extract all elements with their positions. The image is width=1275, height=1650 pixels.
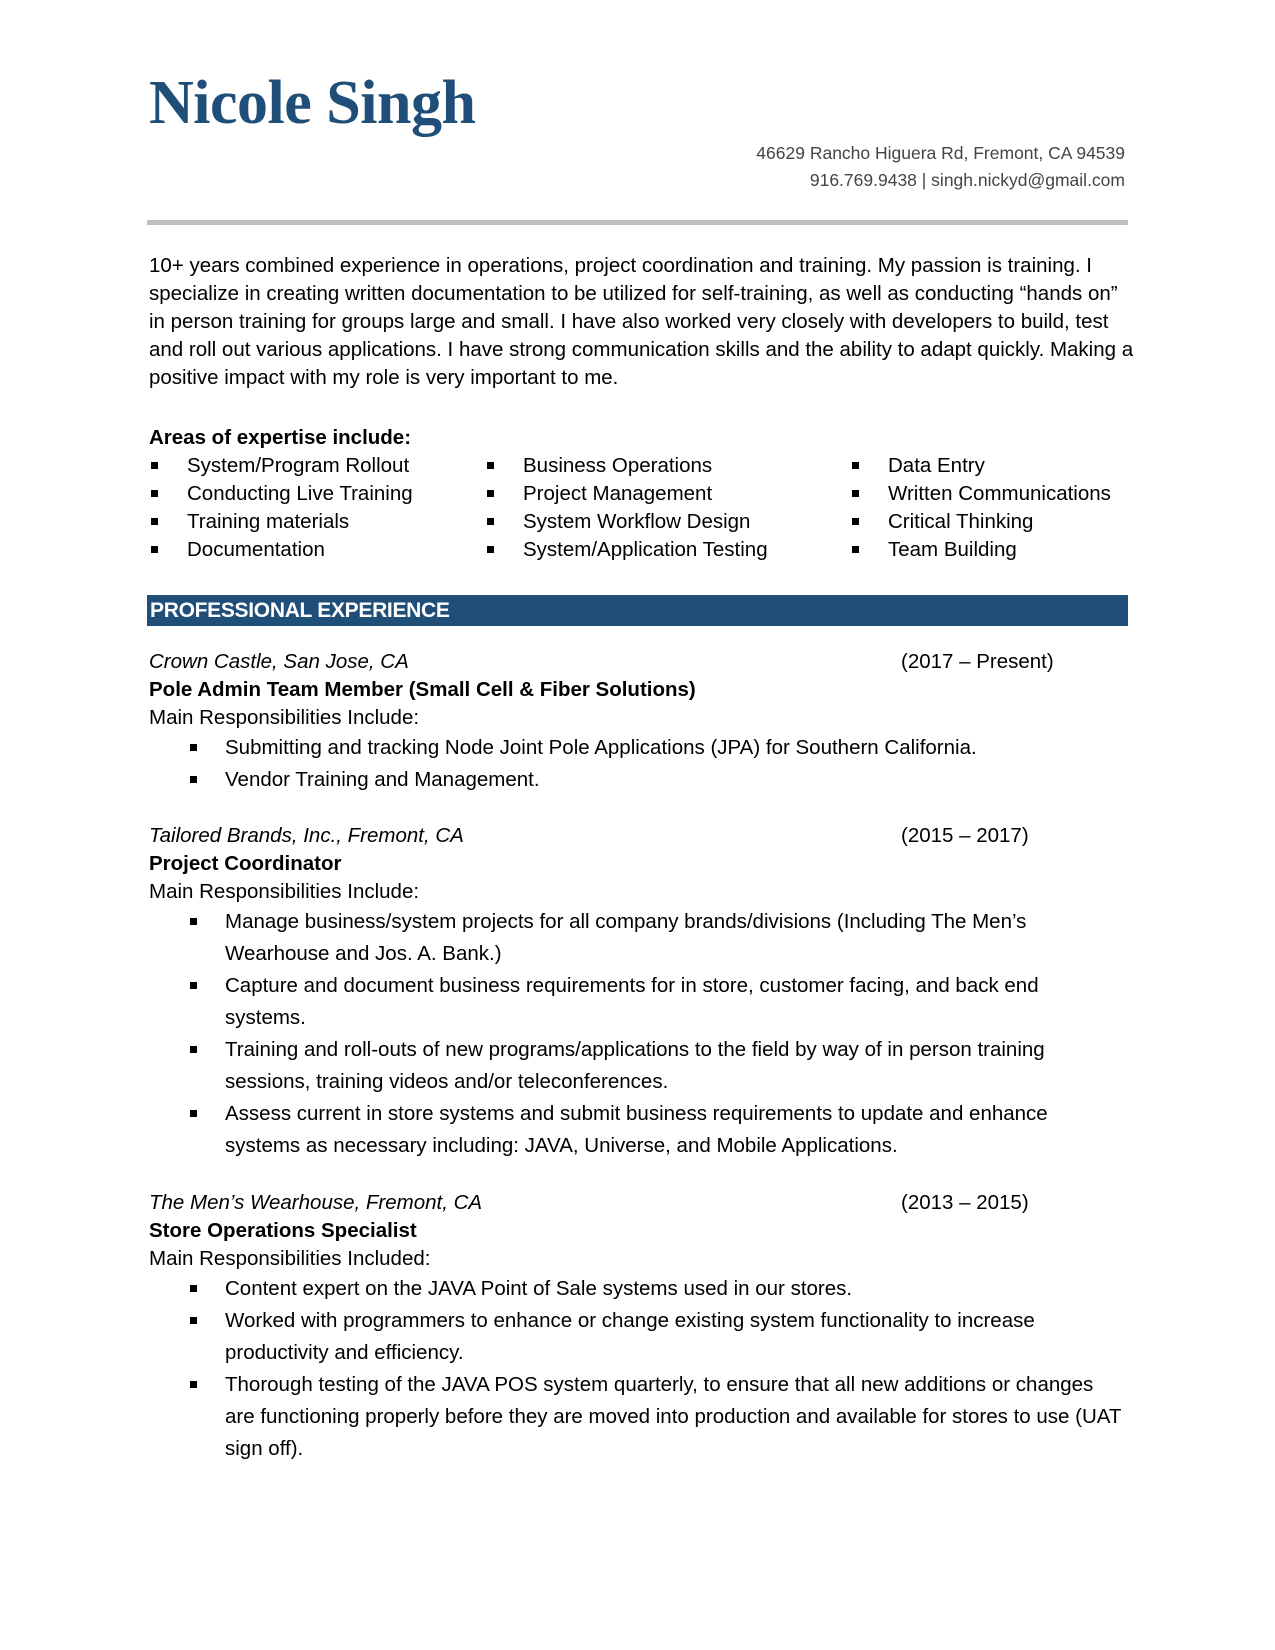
list-item: Worked with programmers to enhance or change existing system functionality to increase productivity and efficiency.	[149, 1305, 1125, 1369]
list-item: Assess current in store systems and submit business requirements to update and enhance systems as necessary including: JAVA, Universe, and Mobile Applications.	[149, 1098, 1125, 1162]
job-dates: (2015 – 2017)	[901, 824, 1029, 847]
expertise-item: Data Entry	[850, 452, 1111, 480]
list-item: Submitting and tracking Node Joint Pole Applications (JPA) for Southern California.	[149, 732, 1125, 764]
responsibilities-list	[149, 906, 1134, 1162]
responsibilities-label: Main Responsibilities Include:	[149, 880, 420, 903]
expertise-item: Written Communications	[850, 480, 1111, 508]
responsibilities-list	[149, 1273, 1134, 1465]
expertise-column-2	[485, 452, 768, 564]
candidate-name: Nicole Singh	[149, 69, 476, 137]
expertise-column-3	[850, 452, 1111, 564]
expertise-item: System Workflow Design	[485, 508, 768, 536]
responsibilities-list	[149, 732, 1134, 796]
job-title: Project Coordinator	[149, 852, 342, 875]
expertise-item: Team Building	[850, 536, 1111, 564]
job-entry	[149, 648, 1134, 796]
summary-paragraph: 10+ years combined experience in operations, project coordination and training. My passion is training. I specialize in creating written documentation to be utilized for self-training, as well as conducting “hands on” in person training for groups large and small. I have also worked very closely with developers to build, test and roll out various applications. I have strong communication skills and the ability to adapt quickly. Making a positive impact with my role is very important to me.	[149, 254, 1134, 389]
job-dates: (2013 – 2015)	[901, 1191, 1029, 1214]
list-item: Capture and document business requirements for in store, customer facing, and back end systems.	[149, 970, 1125, 1034]
expertise-item: Conducting Live Training	[149, 480, 413, 508]
job-company: The Men’s Wearhouse, Fremont, CA	[149, 1191, 483, 1214]
expertise-item: System/Program Rollout	[149, 452, 413, 480]
address: 46629 Rancho Higuera Rd, Fremont, CA 94539	[756, 143, 1125, 163]
job-company: Crown Castle, San Jose, CA	[149, 650, 409, 673]
list-item: Training and roll-outs of new programs/applications to the field by way of in person training sessions, training videos and/or teleconferences.	[149, 1034, 1125, 1098]
list-item: Content expert on the JAVA Point of Sale systems used in our stores.	[149, 1273, 1125, 1305]
responsibilities-label: Main Responsibilities Include:	[149, 706, 420, 729]
job-entry	[149, 1189, 1134, 1465]
expertise-item: Project Management	[485, 480, 768, 508]
expertise-heading: Areas of expertise include:	[149, 426, 412, 449]
section-heading-experience: PROFESSIONAL EXPERIENCE	[147, 595, 1128, 626]
responsibilities-label: Main Responsibilities Included:	[149, 1247, 431, 1270]
contact-block	[756, 140, 1125, 194]
header-divider	[147, 220, 1128, 225]
job-title: Store Operations Specialist	[149, 1219, 417, 1242]
expertise-item: Training materials	[149, 508, 413, 536]
expertise-item: Business Operations	[485, 452, 768, 480]
list-item: Thorough testing of the JAVA POS system quarterly, to ensure that all new additions or changes are functioning properly before they are moved into production and available for stores to use (UAT sign off).	[149, 1369, 1125, 1465]
expertise-column-1	[149, 452, 413, 564]
list-item: Manage business/system projects for all company brands/divisions (Including The Men’s Wearhouse and Jos. A. Bank.)	[149, 906, 1125, 970]
job-title: Pole Admin Team Member (Small Cell & Fiber Solutions)	[149, 678, 696, 701]
expertise-item: System/Application Testing	[485, 536, 768, 564]
job-entry	[149, 822, 1134, 1162]
expertise-item: Documentation	[149, 536, 413, 564]
job-company: Tailored Brands, Inc., Fremont, CA	[149, 824, 464, 847]
list-item: Vendor Training and Management.	[149, 764, 1125, 796]
phone-email: 916.769.9438 | singh.nickyd@gmail.com	[809, 170, 1125, 190]
job-dates: (2017 – Present)	[901, 650, 1054, 673]
expertise-item: Critical Thinking	[850, 508, 1111, 536]
